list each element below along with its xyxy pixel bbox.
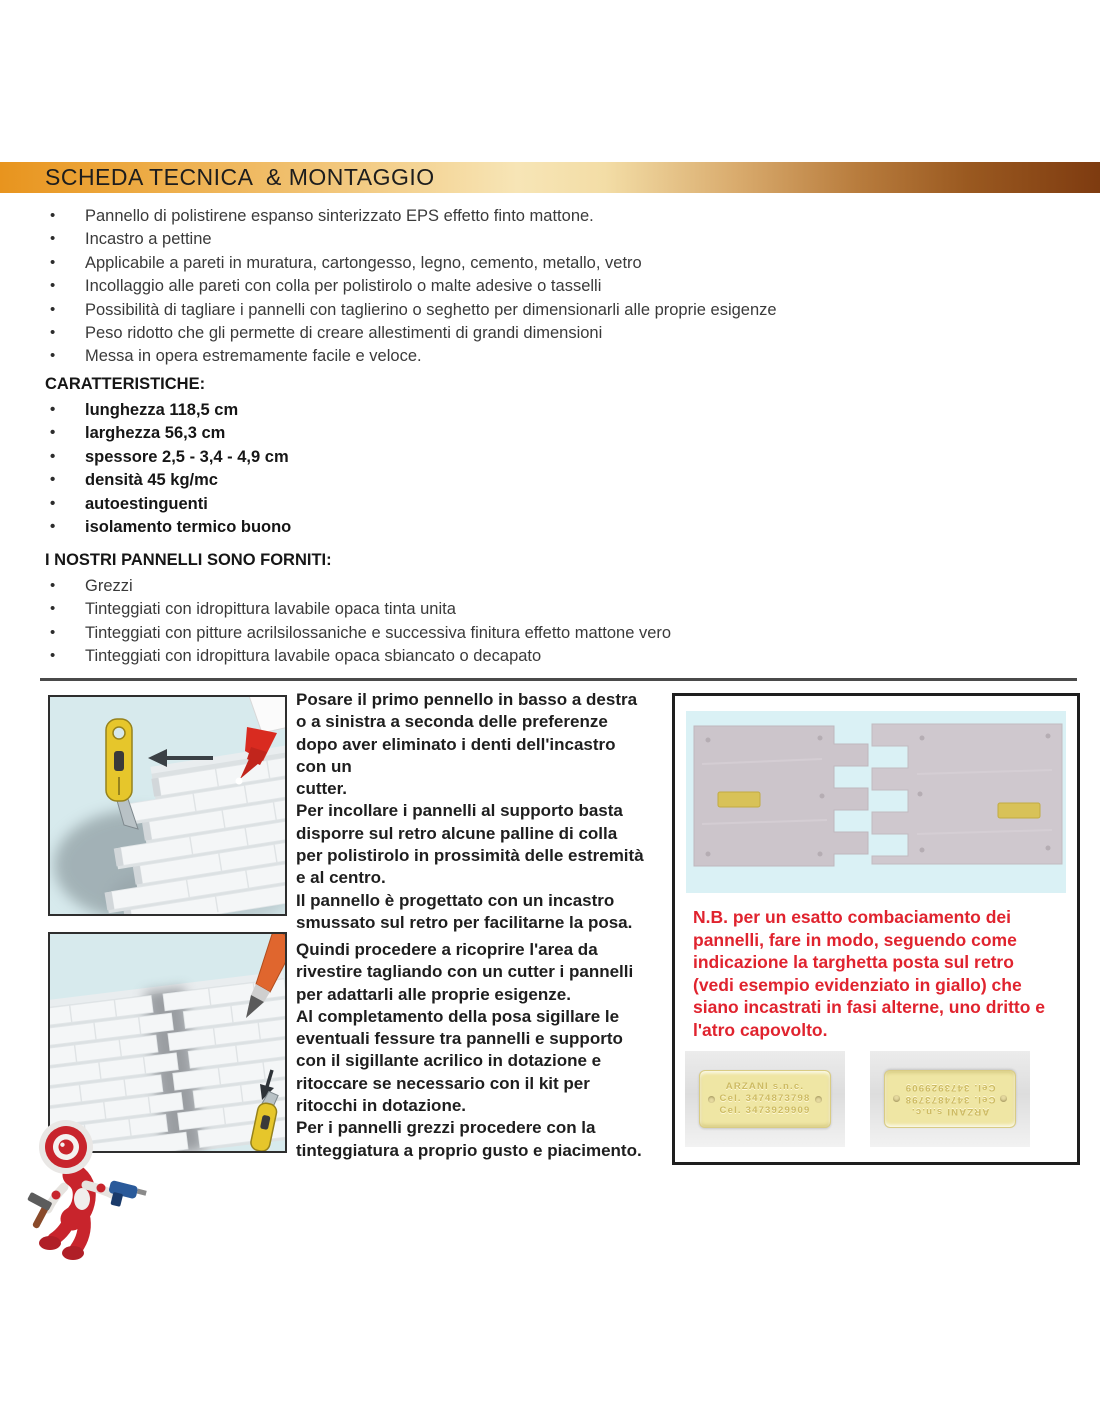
list-item: • Tinteggiati con idropittura lavabile opaca tinta unita [45, 598, 671, 621]
brand-plaque [699, 1070, 831, 1128]
caratteristiche-list [45, 399, 291, 539]
text-line: tinteggiatura a proprio gusto e piacimento. [296, 1140, 642, 1160]
list-item: • Possibilità di tagliare i pannelli con taglierino o seghetto per dimensionarli alle proprie esigenze [45, 299, 777, 322]
list-item: • Incastro a pettine [45, 228, 777, 251]
text-line: Al completamento della posa sigillare le [296, 1006, 620, 1026]
text-line: cutter. [296, 779, 348, 799]
brick-wall-glue-graphic [50, 697, 285, 914]
plaque-text-line: Cel. 3474873798 [904, 1094, 996, 1105]
plaque-hole-icon [893, 1096, 900, 1103]
bullet-icon: • [50, 300, 56, 318]
bullet-icon: • [50, 401, 56, 418]
list-item: • Tinteggiati con idropittura lavabile opaca sbiancato o decapato [45, 645, 671, 668]
text-line: e al centro. [296, 868, 386, 888]
list-item: • larghezza 56,3 cm [45, 422, 291, 445]
text-line: con un [296, 756, 352, 776]
bullet-icon: • [50, 207, 56, 224]
bullet-icon: • [50, 577, 56, 594]
plaque-text [720, 1081, 811, 1117]
text-line: indicazione la targhetta posta sul retro [693, 952, 1014, 973]
bullet-icon: • [50, 277, 56, 295]
step2-instructions [296, 939, 670, 1162]
bullet-icon: • [50, 347, 56, 365]
robot-mascot-graphic [14, 1115, 166, 1267]
text-line: smussato sul retro per facilitarne la posa. [296, 912, 633, 932]
plaque-image-upright [685, 1051, 845, 1147]
text-line: rivestire tagliando con un cutter i pannelli [296, 962, 634, 982]
list-item: • Peso ridotto che gli permette di creare allestimenti di grandi dimensioni [45, 322, 777, 345]
caratteristiche-heading: CARATTERISTICHE: [45, 375, 206, 393]
plaque-hole-icon [708, 1096, 715, 1103]
plaque-text-line: Cel. 3474873798 [719, 1093, 811, 1104]
text-line: Posare il primo pennello in basso a destra [296, 690, 638, 709]
bullet-icon: • [50, 647, 56, 665]
section-divider [40, 678, 1077, 681]
plaque-photos [685, 1051, 1067, 1147]
bullet-icon: • [50, 230, 56, 248]
text-line: l'atro capovolto. [693, 1019, 828, 1040]
text-line: dopo aver eliminato i denti dell'incastro [296, 734, 616, 754]
text-line: pannelli, fare in modo, seguendo come [693, 929, 1017, 950]
list-item: • Pannello di polistirene espanso sinterizzato EPS effetto finto mattone. [45, 205, 777, 228]
yellow-label-right [998, 803, 1040, 818]
text-line: eventuali fessure tra pannelli e supporto [296, 1029, 623, 1049]
bullet-icon: • [50, 447, 56, 465]
bullet-icon: • [50, 324, 56, 342]
text-line: disporre sul retro alcune palline di colla [296, 823, 618, 843]
plaque-hole-icon [815, 1096, 822, 1103]
list-item: • Incollaggio alle pareti con colla per polistirolo o malte adesive o tasselli [45, 275, 777, 298]
bullet-icon: • [50, 494, 56, 512]
bullet-icon: • [50, 600, 56, 618]
list-item: • Grezzi [45, 575, 671, 598]
bullet-icon: • [50, 471, 56, 489]
bullet-icon: • [50, 424, 56, 442]
plaque-text-line: ARZANI s.n.c. [725, 1081, 805, 1092]
text-line: per polistirolo in prossimità delle estremità [296, 846, 644, 866]
text-line: o a sinistra a seconda delle preferenze [296, 712, 608, 732]
section-header-bar [0, 162, 1100, 193]
text-line: N.B. per un esatto combaciamento dei [693, 907, 1011, 927]
yellow-label-left [718, 792, 760, 807]
forniti-list [45, 575, 671, 669]
text-line: con il sigillante acrilico in dotazione e [296, 1051, 602, 1071]
panels-joint-graphic [682, 704, 1070, 900]
list-item: • lunghezza 118,5 cm [45, 399, 291, 422]
text-line: per adattarli alle proprie esigenze. [296, 984, 571, 1004]
panel-back-joint-illustration [682, 704, 1070, 900]
text-line: siano incastrati in fasi alterne, uno dritto e [693, 997, 1046, 1018]
text-line: Per incollare i pannelli al supporto basta [296, 801, 623, 821]
step1-instructions [296, 689, 670, 934]
plaque-hole-icon [1000, 1096, 1007, 1103]
list-item: • spessore 2,5 - 3,4 - 4,9 cm [45, 446, 291, 469]
plaque-text [905, 1081, 996, 1117]
list-item: • densità 45 kg/mc [45, 469, 291, 492]
bullet-icon: • [50, 518, 56, 536]
list-item: • Tinteggiati con pitture acrilsilossaniche e successiva finitura effetto mattone vero [45, 622, 671, 645]
forniti-heading: I NOSTRI PANNELLI SONO FORNITI: [45, 551, 332, 569]
plaque-text-line: Cel. 3473929909 [719, 1105, 811, 1116]
intro-bullet-list [45, 205, 777, 369]
list-item: • autoestinguenti [45, 493, 291, 516]
text-line: (vedi esempio evidenziato in giallo) che [693, 974, 1022, 995]
plaque-text-line: Cel. 3473929909 [904, 1082, 996, 1093]
brand-plaque-flipped [884, 1070, 1016, 1128]
list-item: • Applicabile a pareti in muratura, cartongesso, legno, cemento, metallo, vetro [45, 252, 777, 275]
bullet-icon: • [50, 623, 56, 641]
page-title: SCHEDA TECNICA & MONTAGGIO [45, 164, 435, 190]
text-line: Quindi procedere a ricoprire l'area da [296, 940, 598, 959]
plaque-image-upside-down [870, 1051, 1030, 1147]
list-item: • Messa in opera estremamente facile e veloce. [45, 345, 777, 368]
nb-panel-box [672, 693, 1080, 1165]
robot-mascot [14, 1115, 166, 1267]
text-line: ritocchi in dotazione. [296, 1096, 467, 1116]
text-line: Per i pannelli grezzi procedere con la [296, 1118, 596, 1138]
list-item: • isolamento termico buono [45, 516, 291, 539]
text-line: Il pannello è progettato con un incastro [296, 890, 615, 910]
plaque-text-line: ARZANI s.n.c. [910, 1106, 990, 1117]
nb-note-text [693, 906, 1065, 1042]
brick-panel-glue-illustration [48, 695, 287, 916]
bullet-icon: • [50, 253, 56, 271]
text-line: ritoccare se necessario con il kit per [296, 1073, 590, 1093]
